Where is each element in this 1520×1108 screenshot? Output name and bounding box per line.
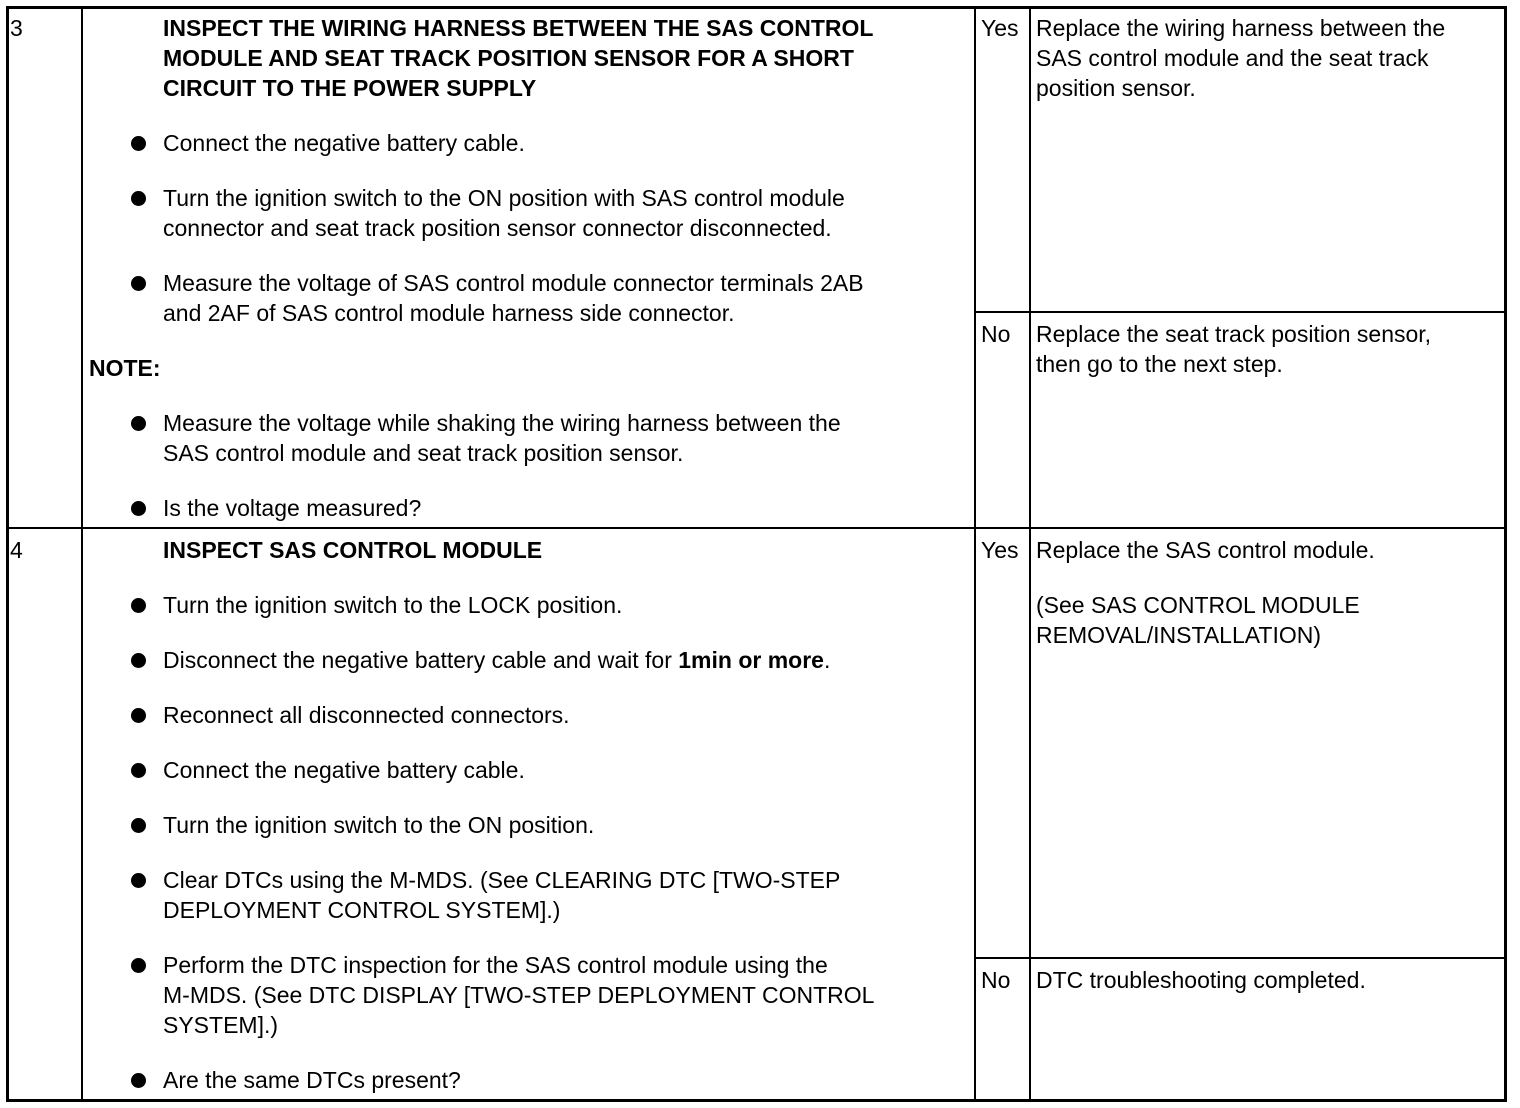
bullet-text: Clear DTCs using the M-MDS. (See CLEARING DTC [TWO-STEP — [163, 867, 841, 893]
yes-label: Yes — [981, 537, 1019, 563]
bullet-icon — [131, 416, 146, 431]
no-label: No — [981, 321, 1011, 347]
bullet-text: DEPLOYMENT CONTROL SYSTEM].) — [163, 897, 561, 923]
bullet-text — [163, 645, 830, 675]
yes-reference-text: (See SAS CONTROL MODULE — [1036, 592, 1360, 618]
bullet-text: Is the voltage measured? — [163, 495, 422, 521]
bullet-text: Are the same DTCs present? — [163, 1067, 461, 1093]
yes-action-text: Replace the wiring harness between the — [1036, 15, 1446, 41]
yes-action-text: SAS control module and the seat track — [1036, 45, 1429, 71]
bullet-text: Connect the negative battery cable. — [163, 757, 525, 783]
bullet-text: Reconnect all disconnected connectors. — [163, 702, 570, 728]
bullet-text-part: Disconnect the negative battery cable and wait for — [163, 647, 679, 673]
bullet-text: and 2AF of SAS control module harness side connector. — [163, 300, 735, 326]
step-title-line: INSPECT THE WIRING HARNESS BETWEEN THE SAS CONTROL — [163, 15, 874, 41]
step-title-line: INSPECT SAS CONTROL MODULE — [163, 537, 543, 563]
bullet-icon — [131, 763, 146, 778]
bullet-text: Measure the voltage while shaking the wiring harness between the — [163, 410, 841, 436]
bullet-text: Turn the ignition switch to the ON position with SAS control module — [163, 185, 845, 211]
yes-no-divider-row-4 — [974, 957, 1507, 959]
bullet-text: Turn the ignition switch to the LOCK position. — [163, 592, 623, 618]
bullet-icon — [131, 276, 146, 291]
bullet-icon — [131, 958, 146, 973]
bullet-text: M-MDS. (See DTC DISPLAY [TWO-STEP DEPLOYMENT CONTROL — [163, 982, 875, 1008]
bullet-text: SAS control module and seat track position sensor. — [163, 440, 684, 466]
bullet-text: Perform the DTC inspection for the SAS control module using the — [163, 952, 828, 978]
row-divider — [6, 527, 1507, 529]
bullet-text: SYSTEM].) — [163, 1012, 279, 1038]
column-divider-action — [974, 6, 976, 1102]
bullet-text: Turn the ignition switch to the ON position. — [163, 812, 595, 838]
step-title-line: MODULE AND SEAT TRACK POSITION SENSOR FOR A SHORT — [163, 45, 854, 71]
yes-label: Yes — [981, 15, 1019, 41]
yes-no-divider-row-3 — [974, 311, 1507, 313]
bullet-text-emphasis: 1min or more — [678, 647, 824, 673]
bullet-icon — [131, 653, 146, 668]
no-action-text: DTC troubleshooting completed. — [1036, 967, 1366, 993]
bullet-icon — [131, 873, 146, 888]
bullet-icon — [131, 136, 146, 151]
no-label: No — [981, 967, 1011, 993]
bullet-icon — [131, 598, 146, 613]
no-action-text: then go to the next step. — [1036, 351, 1283, 377]
note-label: NOTE: — [89, 355, 161, 381]
bullet-icon — [131, 191, 146, 206]
column-divider-result — [1029, 6, 1031, 1102]
step-number: 3 — [10, 15, 23, 41]
bullet-text: connector and seat track position sensor connector disconnected. — [163, 215, 832, 241]
bullet-icon — [131, 708, 146, 723]
step-title-line: CIRCUIT TO THE POWER SUPPLY — [163, 75, 537, 101]
bullet-text-part: . — [823, 647, 831, 673]
column-divider-step — [81, 6, 83, 1102]
no-action-text: Replace the seat track position sensor, — [1036, 321, 1432, 347]
bullet-icon — [131, 1073, 146, 1088]
yes-action-text: Replace the SAS control module. — [1036, 537, 1375, 563]
bullet-text: Connect the negative battery cable. — [163, 130, 525, 156]
yes-action-text: position sensor. — [1036, 75, 1196, 101]
yes-reference-text: REMOVAL/INSTALLATION) — [1036, 622, 1321, 648]
step-number: 4 — [10, 537, 23, 563]
bullet-text: Measure the voltage of SAS control module connector terminals 2AB — [163, 270, 864, 296]
bullet-icon — [131, 818, 146, 833]
bullet-icon — [131, 501, 146, 516]
